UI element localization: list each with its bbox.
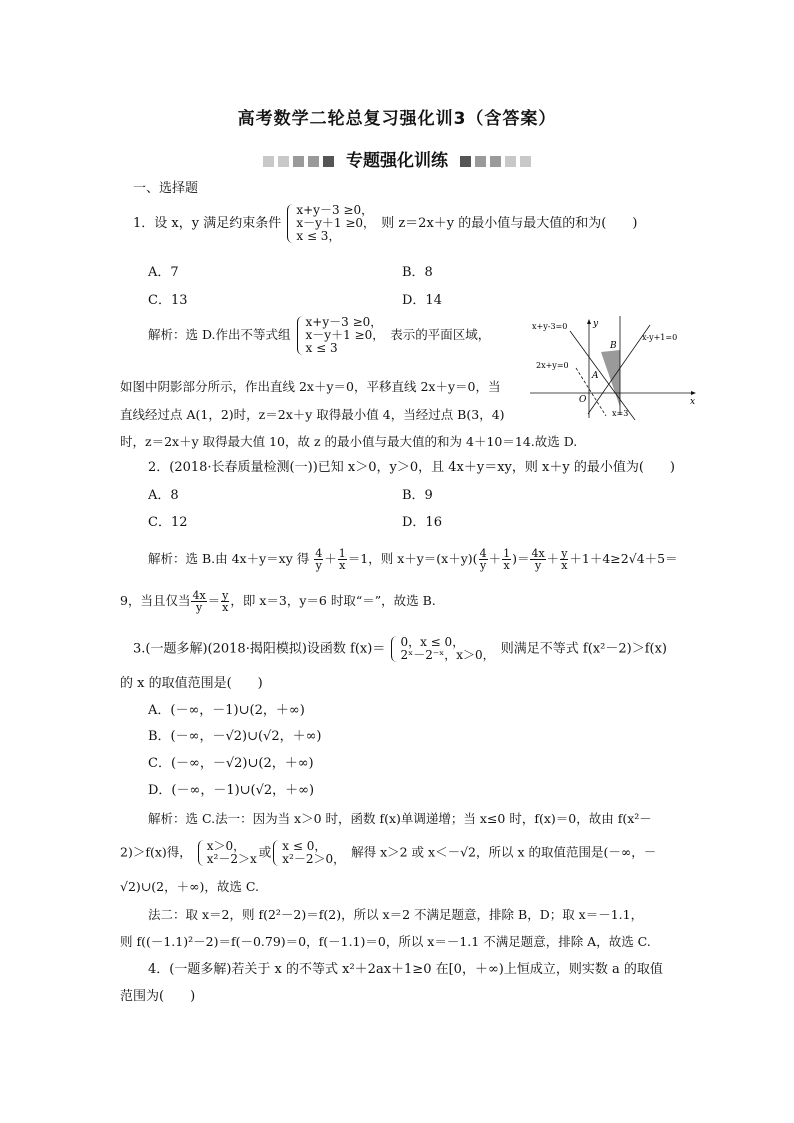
banner-square-decoration <box>293 156 304 167</box>
numerator: 4 <box>479 547 487 560</box>
y-axis-arrow <box>587 319 591 324</box>
question-text: 则 z＝2x＋y 的最小值与最大值的和为( ) <box>381 216 638 231</box>
line-2x-plus-y <box>576 368 606 416</box>
solution-text: 9，当且仅当 <box>120 593 191 608</box>
option-c: C．(－∞，－√2)∪(2，＋∞) <box>148 756 314 771</box>
banner-square-decoration <box>323 156 334 167</box>
fraction <box>314 548 323 571</box>
fraction <box>221 590 229 613</box>
option-b: B．(－∞，－√2)∪(√2，＋∞) <box>148 729 322 744</box>
option-b: B．9 <box>402 488 433 503</box>
inequality-system <box>273 840 345 866</box>
banner-square-decoration <box>490 156 501 167</box>
fraction <box>502 548 511 571</box>
inequality: x ≤ 0， <box>282 839 327 853</box>
solution-3-line-1: 解析：选 C.法一：因为当 x＞0 时，函数 f(x)单调递增；当 x≤0 时，f(x)＝0，故由 f(x²－ <box>148 811 652 826</box>
denominator: x <box>561 559 568 572</box>
constraint: x+y－3 ≥0， <box>296 203 374 217</box>
solution-2-line-1: 解析：选 B.由 4x＋y＝xy 得 $\frac{4}{y}$ ＋ $\frac{1}{x}$ ＝1，则 x＋y＝(x＋y)( $\frac{4}{y}$ ＋ $\frac{1}{x}$ )＝ $\frac{4x}{y}$ ＋ $\frac{y}{x}$ ＋1＋4≥2√4＋5＝ <box>148 547 678 572</box>
label-line1: x+y-3=0 <box>532 322 568 331</box>
solution-3-line-4: 法二：取 x＝2，则 f(2²－2)＝f(2)，所以 x＝2 不满足题意，排除 B，D；取 x＝－1.1， <box>148 907 644 922</box>
shaded-region <box>601 350 620 407</box>
option-d: D．(－∞，－1)∪(√2，＋∞) <box>148 783 315 798</box>
solution-text: ＝1，则 x＋y＝(x＋y) <box>347 551 473 566</box>
question-text: 3.(一题多解)(2018·揭阳模拟)设函数 f(x)＝ <box>133 641 386 657</box>
fraction <box>530 548 545 571</box>
x-axis-arrow <box>691 391 696 395</box>
option-a: A．8 <box>148 488 179 503</box>
numerator: 4x <box>192 589 206 602</box>
label-point-a: A <box>592 371 599 381</box>
banner-square-decoration <box>520 156 531 167</box>
numerator: 4x <box>531 547 545 560</box>
banner-text: 专题强化训练 <box>346 151 448 171</box>
solution-1-line-2: 如图中阴影部分所示，作出直线 2x＋y＝0，平移直线 2x＋y＝0，当 <box>120 379 501 394</box>
feasible-region-figure <box>530 312 700 420</box>
numerator: y <box>222 589 229 602</box>
section-banner <box>0 146 794 171</box>
label-point-b: B <box>610 341 617 351</box>
inequality-system <box>198 840 257 866</box>
constraint: x－y＋1 ≥0， <box>305 328 385 342</box>
question-3-stem <box>133 636 667 662</box>
numerator: 1 <box>503 547 511 560</box>
solution-text: 2)＞f(x)得， <box>120 844 192 860</box>
label-y-axis: y <box>593 319 599 329</box>
option-c: C．12 <box>148 515 188 530</box>
label-x3: x=3 <box>612 409 629 418</box>
denominator: x <box>503 559 510 572</box>
banner-square-decoration <box>278 156 289 167</box>
option-c: C．13 <box>148 293 188 308</box>
solution-text: 解析：选 D.作出不等式组 <box>148 327 291 342</box>
banner-square-decoration <box>475 156 486 167</box>
denominator: y <box>534 559 542 572</box>
inequality: x＞0， <box>206 839 246 853</box>
line-x-plus-y-minus-3 <box>570 331 635 420</box>
option-a: A．(－∞，－1)∪(2，＋∞) <box>148 703 305 718</box>
question-3-stem-cont: 的 x 的取值范围是( ) <box>120 676 263 691</box>
label-x-axis: x <box>690 397 696 407</box>
question-4-stem: 4．(一题多解)若关于 x 的不等式 x²＋2ax＋1≥0 在[0，＋∞)上恒成立，则实数 a 的取值 <box>148 962 663 977</box>
solution-2-line-2: 9，当且仅当 $\frac{4x}{y}$ ＝ $\frac{y}{x}$ ，即 x＝3，y＝6 时取“＝”，故选 B. <box>120 589 436 614</box>
constraint-system <box>287 204 375 243</box>
solution-text: ＋1＋4≥2√4＋5＝ <box>569 551 678 566</box>
fraction <box>191 590 206 613</box>
solution-1-line-4: 时，z＝2x＋y 取得最大值 10，故 z 的最小值与最大值的和为 4＋10＝14.故选 D. <box>120 434 578 449</box>
solution-3-line-3: √2)∪(2，＋∞)，故选 C. <box>120 879 259 894</box>
constraint: x－y＋1 ≥0， <box>296 216 376 230</box>
constraint: x ≤ 3 <box>305 341 338 355</box>
option-d: D．16 <box>402 515 442 530</box>
question-2-stem: 2．(2018·长春质量检测(一))已知 x＞0，y＞0，且 4x＋y＝xy，则 x＋y 的最小值为( ) <box>148 460 675 475</box>
inequality: x²－2＞0， <box>282 852 346 866</box>
option-d: D．14 <box>402 293 442 308</box>
denominator: y <box>195 601 203 614</box>
solution-3-line-5: 则 f((－1.1)²－2)＝f(－0.79)＝0，f(－1.1)＝0，所以 x＝－1.1 不满足题意，排除 A，故选 C. <box>120 934 651 949</box>
constraint: x ≤ 3， <box>296 229 341 243</box>
label-origin: O <box>579 395 587 405</box>
option-a: A．7 <box>148 265 179 280</box>
banner-square-decoration <box>505 156 516 167</box>
fraction <box>479 548 488 571</box>
constraint: x+y－3 ≥0， <box>305 315 383 329</box>
inequality: x²－2＞x <box>206 852 257 866</box>
section-heading: 一、选择题 <box>133 181 199 196</box>
solution-text: ，即 x＝3，y＝6 时取“＝”，故选 B. <box>230 593 436 608</box>
denominator: y <box>315 559 322 572</box>
piece: 0，x ≤ 0， <box>400 635 465 649</box>
solution-text: 解得 x＞2 或 x＜－√2，所以 x 的取值范围是(－∞，－ <box>351 844 657 860</box>
denominator: y <box>479 559 487 572</box>
numerator: 4 <box>315 547 323 560</box>
denominator: x <box>222 601 229 614</box>
fraction <box>338 548 347 571</box>
denominator: x <box>339 559 346 572</box>
solution-text: 表示的平面区域， <box>390 327 491 342</box>
constraint-system <box>297 316 385 355</box>
question-1-stem <box>133 204 637 243</box>
banner-square-decoration <box>460 156 471 167</box>
solution-text: 或 <box>258 844 272 860</box>
document-title: 高考数学二轮总复习强化训3（含答案） <box>237 109 557 129</box>
question-text: 则满足不等式 f(x²－2)＞f(x) <box>500 641 667 657</box>
label-line3: 2x+y=0 <box>536 361 569 370</box>
solution-3-line-2 <box>120 840 656 866</box>
banner-square-decoration <box>308 156 319 167</box>
option-b: B．8 <box>402 265 433 280</box>
numerator: y <box>561 547 568 560</box>
question-4-stem-cont: 范围为( ) <box>120 989 196 1004</box>
piece: 2ˣ－2⁻ˣ，x＞0， <box>400 648 495 662</box>
numerator: 1 <box>338 547 346 560</box>
piecewise-function <box>391 636 494 662</box>
solution-1-line-3: 直线经过点 A(1，2)时，z＝2x＋y 取得最小值 4，当经过点 B(3，4) <box>120 407 505 422</box>
banner-square-decoration <box>263 156 274 167</box>
solution-1-line-1 <box>148 316 490 355</box>
label-line2: x-y+1=0 <box>642 333 678 342</box>
solution-text: 解析：选 B.由 4x＋y＝xy 得 <box>148 551 310 566</box>
question-text: 1．设 x，y 满足约束条件 <box>133 216 282 231</box>
fraction <box>560 548 568 571</box>
